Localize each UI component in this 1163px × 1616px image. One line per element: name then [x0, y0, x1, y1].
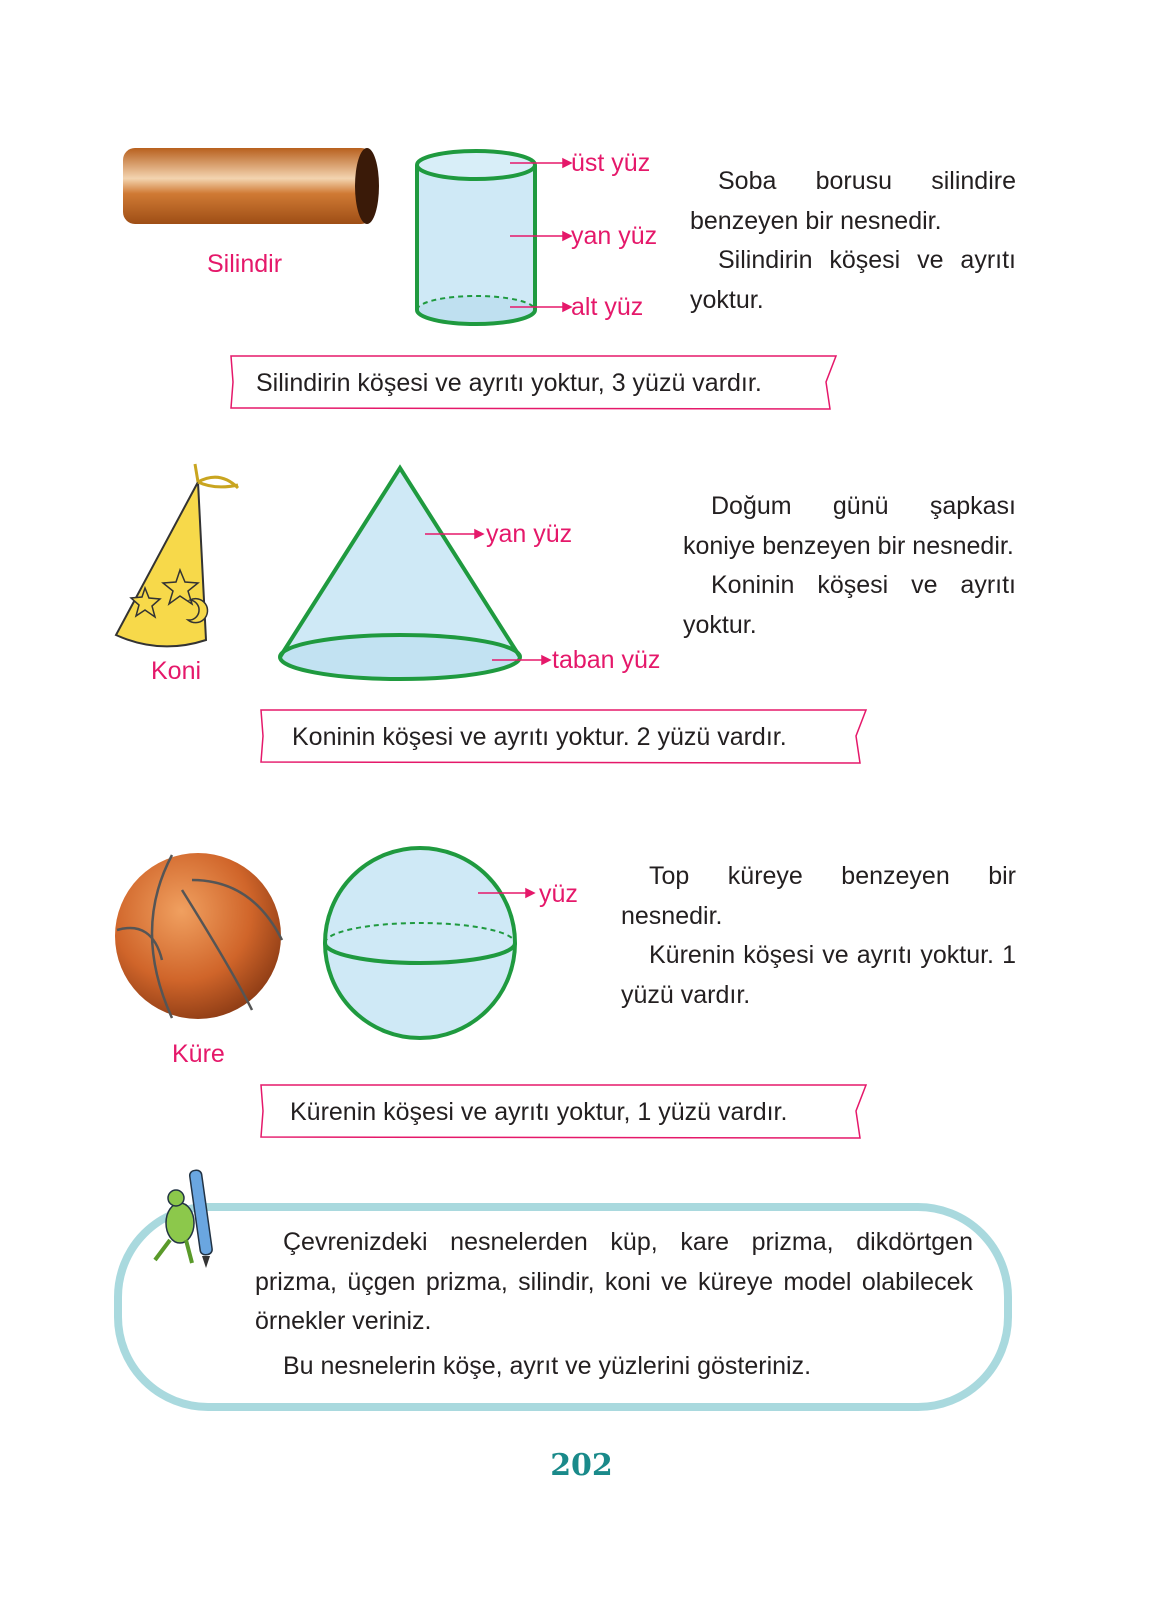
paragraph: Soba borusu silindire benzeyen bir nesnedir. [690, 167, 1016, 235]
party-hat-image [110, 460, 245, 655]
summary-text: Koninin köşesi ve ayrıtı yoktur. 2 yüzü vardır. [292, 722, 787, 751]
cone-description [683, 487, 1016, 645]
paragraph: Çevrenizdeki nesnelerden küp, kare prizma, dikdörtgen prizma, üçgen prizma, silindir, koni ve küreye model olabilecek örnekler veriniz. [255, 1228, 973, 1335]
cone-label: Koni [151, 657, 202, 685]
paragraph: Kürenin köşesi ve ayrıtı yoktur. 1 yüzü vardır. [621, 941, 1016, 1009]
basketball-image [112, 850, 287, 1025]
activity-text [255, 1223, 973, 1386]
cylinder-description [690, 162, 1016, 320]
paragraph: Bu nesnelerin köşe, ayrıt ve yüzlerini gösteriniz. [283, 1351, 812, 1380]
summary-text: Kürenin köşesi ve ayrıtı yoktur, 1 yüzü vardır. [290, 1097, 788, 1126]
sphere-description [621, 857, 1016, 1015]
paragraph: Top küreye benzeyen bir nesnedir. [621, 862, 1016, 930]
sphere-summary-box [258, 1083, 870, 1141]
sphere-label: Küre [172, 1040, 225, 1068]
cylinder-label: Silindir [207, 250, 283, 278]
cone-side-face-label: yan yüz [486, 520, 573, 548]
bottom-face-label: alt yüz [571, 293, 644, 321]
cone-diagram [270, 460, 560, 690]
cone-summary-box [258, 708, 870, 766]
pipe-image [115, 140, 385, 235]
paragraph: Koninin köşesi ve ayrıtı yoktur. [683, 571, 1016, 639]
cone-base-face-label: taban yüz [552, 646, 661, 674]
cylinder-summary-box [228, 354, 840, 412]
paragraph: Silindirin köşesi ve ayrıtı yoktur. [690, 246, 1016, 314]
sphere-diagram [318, 842, 578, 1047]
top-face-label: üst yüz [571, 149, 651, 177]
side-face-label: yan yüz [571, 222, 658, 250]
summary-text: Silindirin köşesi ve ayrıtı yoktur, 3 yüzü vardır. [256, 368, 762, 397]
frog-with-pencil-icon [150, 1168, 225, 1273]
page-number: 202 [550, 1448, 613, 1483]
paragraph: Doğum günü şapkası koniye benzeyen bir nesnedir. [683, 492, 1016, 560]
sphere-face-label: yüz [539, 880, 578, 908]
